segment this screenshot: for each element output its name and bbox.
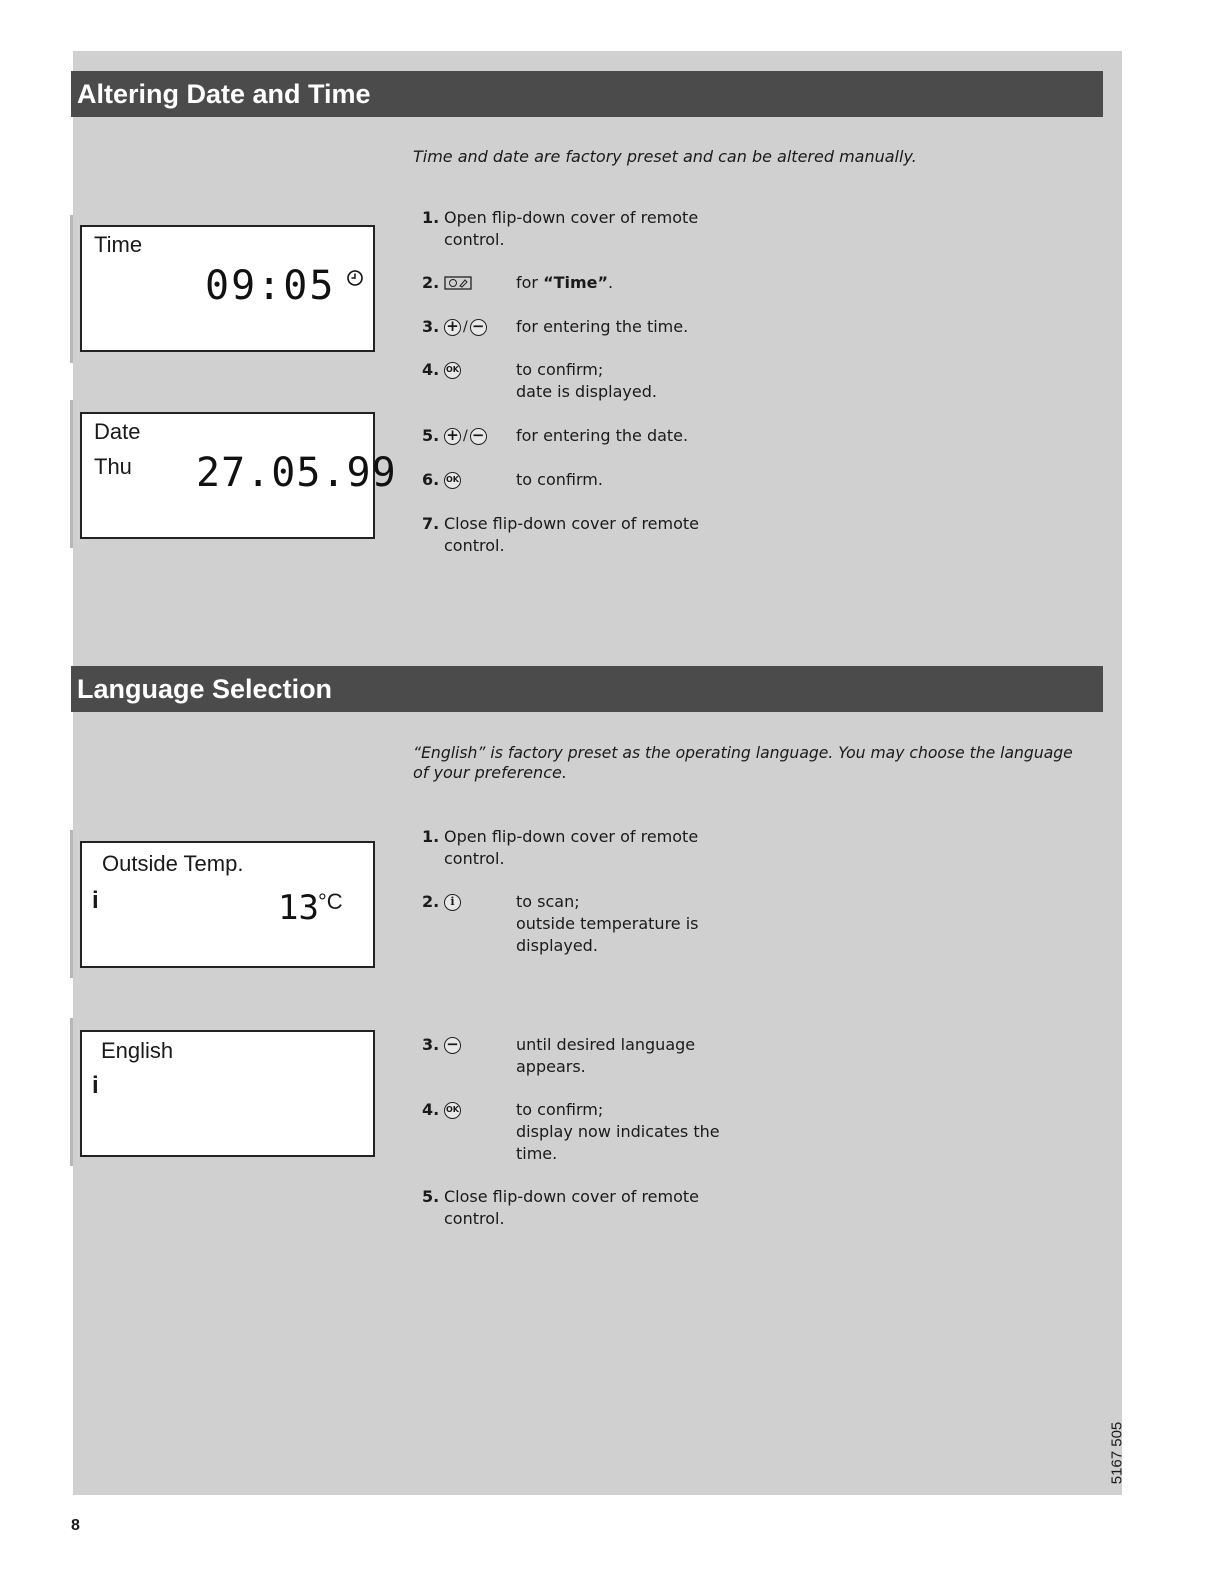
intro-language xyxy=(413,743,1113,783)
step-number: 5. xyxy=(422,1187,440,1206)
step-text: Open flip-down cover of remote xyxy=(444,208,699,227)
step-text: control. xyxy=(444,536,505,555)
step-number: 6. xyxy=(422,470,440,489)
step-text: to confirm. xyxy=(516,470,603,489)
lcd-shadow xyxy=(70,1018,73,1166)
lcd-time-value: 09:05 xyxy=(205,263,336,309)
plus-icon: + xyxy=(444,319,461,336)
step-number: 2. xyxy=(422,892,440,911)
step-text-bold: “Time” xyxy=(543,273,609,292)
lcd-label: Date xyxy=(94,419,141,444)
intro-line: of your preference. xyxy=(413,763,567,782)
step-text: to confirm; xyxy=(516,360,604,379)
intro-date-time: Time and date are factory preset and can be altered manually. xyxy=(413,147,917,166)
step-text: appears. xyxy=(516,1057,586,1076)
step-text: Close flip-down cover of remote xyxy=(444,514,700,533)
step-text: date is displayed. xyxy=(516,382,657,401)
lcd-label: Time xyxy=(94,232,143,257)
lcd-date-display xyxy=(80,412,397,539)
step-number: 4. xyxy=(422,1100,440,1119)
lcd-shadow xyxy=(70,400,73,548)
step-text: displayed. xyxy=(516,936,598,955)
slash: / xyxy=(463,319,468,335)
step-text: for entering the date. xyxy=(516,426,689,445)
section-header-language: Language Selection xyxy=(71,666,1103,712)
page-number: 8 xyxy=(71,1517,80,1534)
step-text: control. xyxy=(444,230,505,249)
lcd-time-display xyxy=(80,225,375,352)
minus-icon: − xyxy=(470,319,487,336)
step-text: to scan; xyxy=(516,892,580,911)
step-text: Open flip-down cover of remote xyxy=(444,827,699,846)
minus-icon: − xyxy=(444,1037,461,1054)
lcd-info-indicator: i xyxy=(92,887,99,914)
clock-icon xyxy=(346,269,364,287)
lcd-temp-value: 13 xyxy=(278,888,319,928)
document-number: 5167 505 xyxy=(1108,1421,1126,1485)
lcd-language-display xyxy=(80,1030,375,1157)
lcd-date-value: 27.05.99 xyxy=(196,450,397,496)
step-text: for xyxy=(516,273,544,292)
step-text: Close flip-down cover of remote xyxy=(444,1187,700,1206)
lcd-label: English xyxy=(101,1038,174,1063)
plus-icon: + xyxy=(444,428,461,445)
lcd-label: Outside Temp. xyxy=(102,851,244,876)
step-text: for entering the time. xyxy=(516,317,689,336)
intro-line: “English” is factory preset as the operating language. You may choose the language xyxy=(413,744,1073,762)
lcd-outside-temp-display xyxy=(80,841,375,968)
ok-icon: OK xyxy=(444,1102,461,1119)
slash: / xyxy=(463,428,468,444)
ok-icon: OK xyxy=(444,472,461,489)
lcd-temp-unit: °C xyxy=(318,889,343,914)
lcd-shadow xyxy=(70,830,73,978)
step-text: until desired language xyxy=(516,1035,696,1054)
clock-key-icon xyxy=(444,274,472,292)
step-text: time. xyxy=(516,1144,558,1163)
step-number: 1. xyxy=(422,827,440,846)
step-text: control. xyxy=(444,849,505,868)
info-icon: i xyxy=(444,894,461,911)
step-text: outside temperature is xyxy=(516,914,699,933)
step-text: display now indicates the xyxy=(516,1122,720,1141)
step-number: 4. xyxy=(422,360,440,379)
lcd-day: Thu xyxy=(94,454,132,479)
step-number: 3. xyxy=(422,1035,440,1054)
lcd-shadow xyxy=(70,215,73,363)
step-number: 7. xyxy=(422,514,440,533)
section-header-date-time: Altering Date and Time xyxy=(71,71,1103,117)
step-number: 5. xyxy=(422,426,440,445)
lcd-info-indicator: i xyxy=(92,1072,99,1099)
step-text: control. xyxy=(444,1209,505,1228)
ok-icon: OK xyxy=(444,362,461,379)
step-text: . xyxy=(608,273,614,292)
step-number: 1. xyxy=(422,208,440,227)
step-number: 2. xyxy=(422,273,440,292)
minus-icon: − xyxy=(470,428,487,445)
step-text: to confirm; xyxy=(516,1100,604,1119)
step-number: 3. xyxy=(422,317,440,336)
